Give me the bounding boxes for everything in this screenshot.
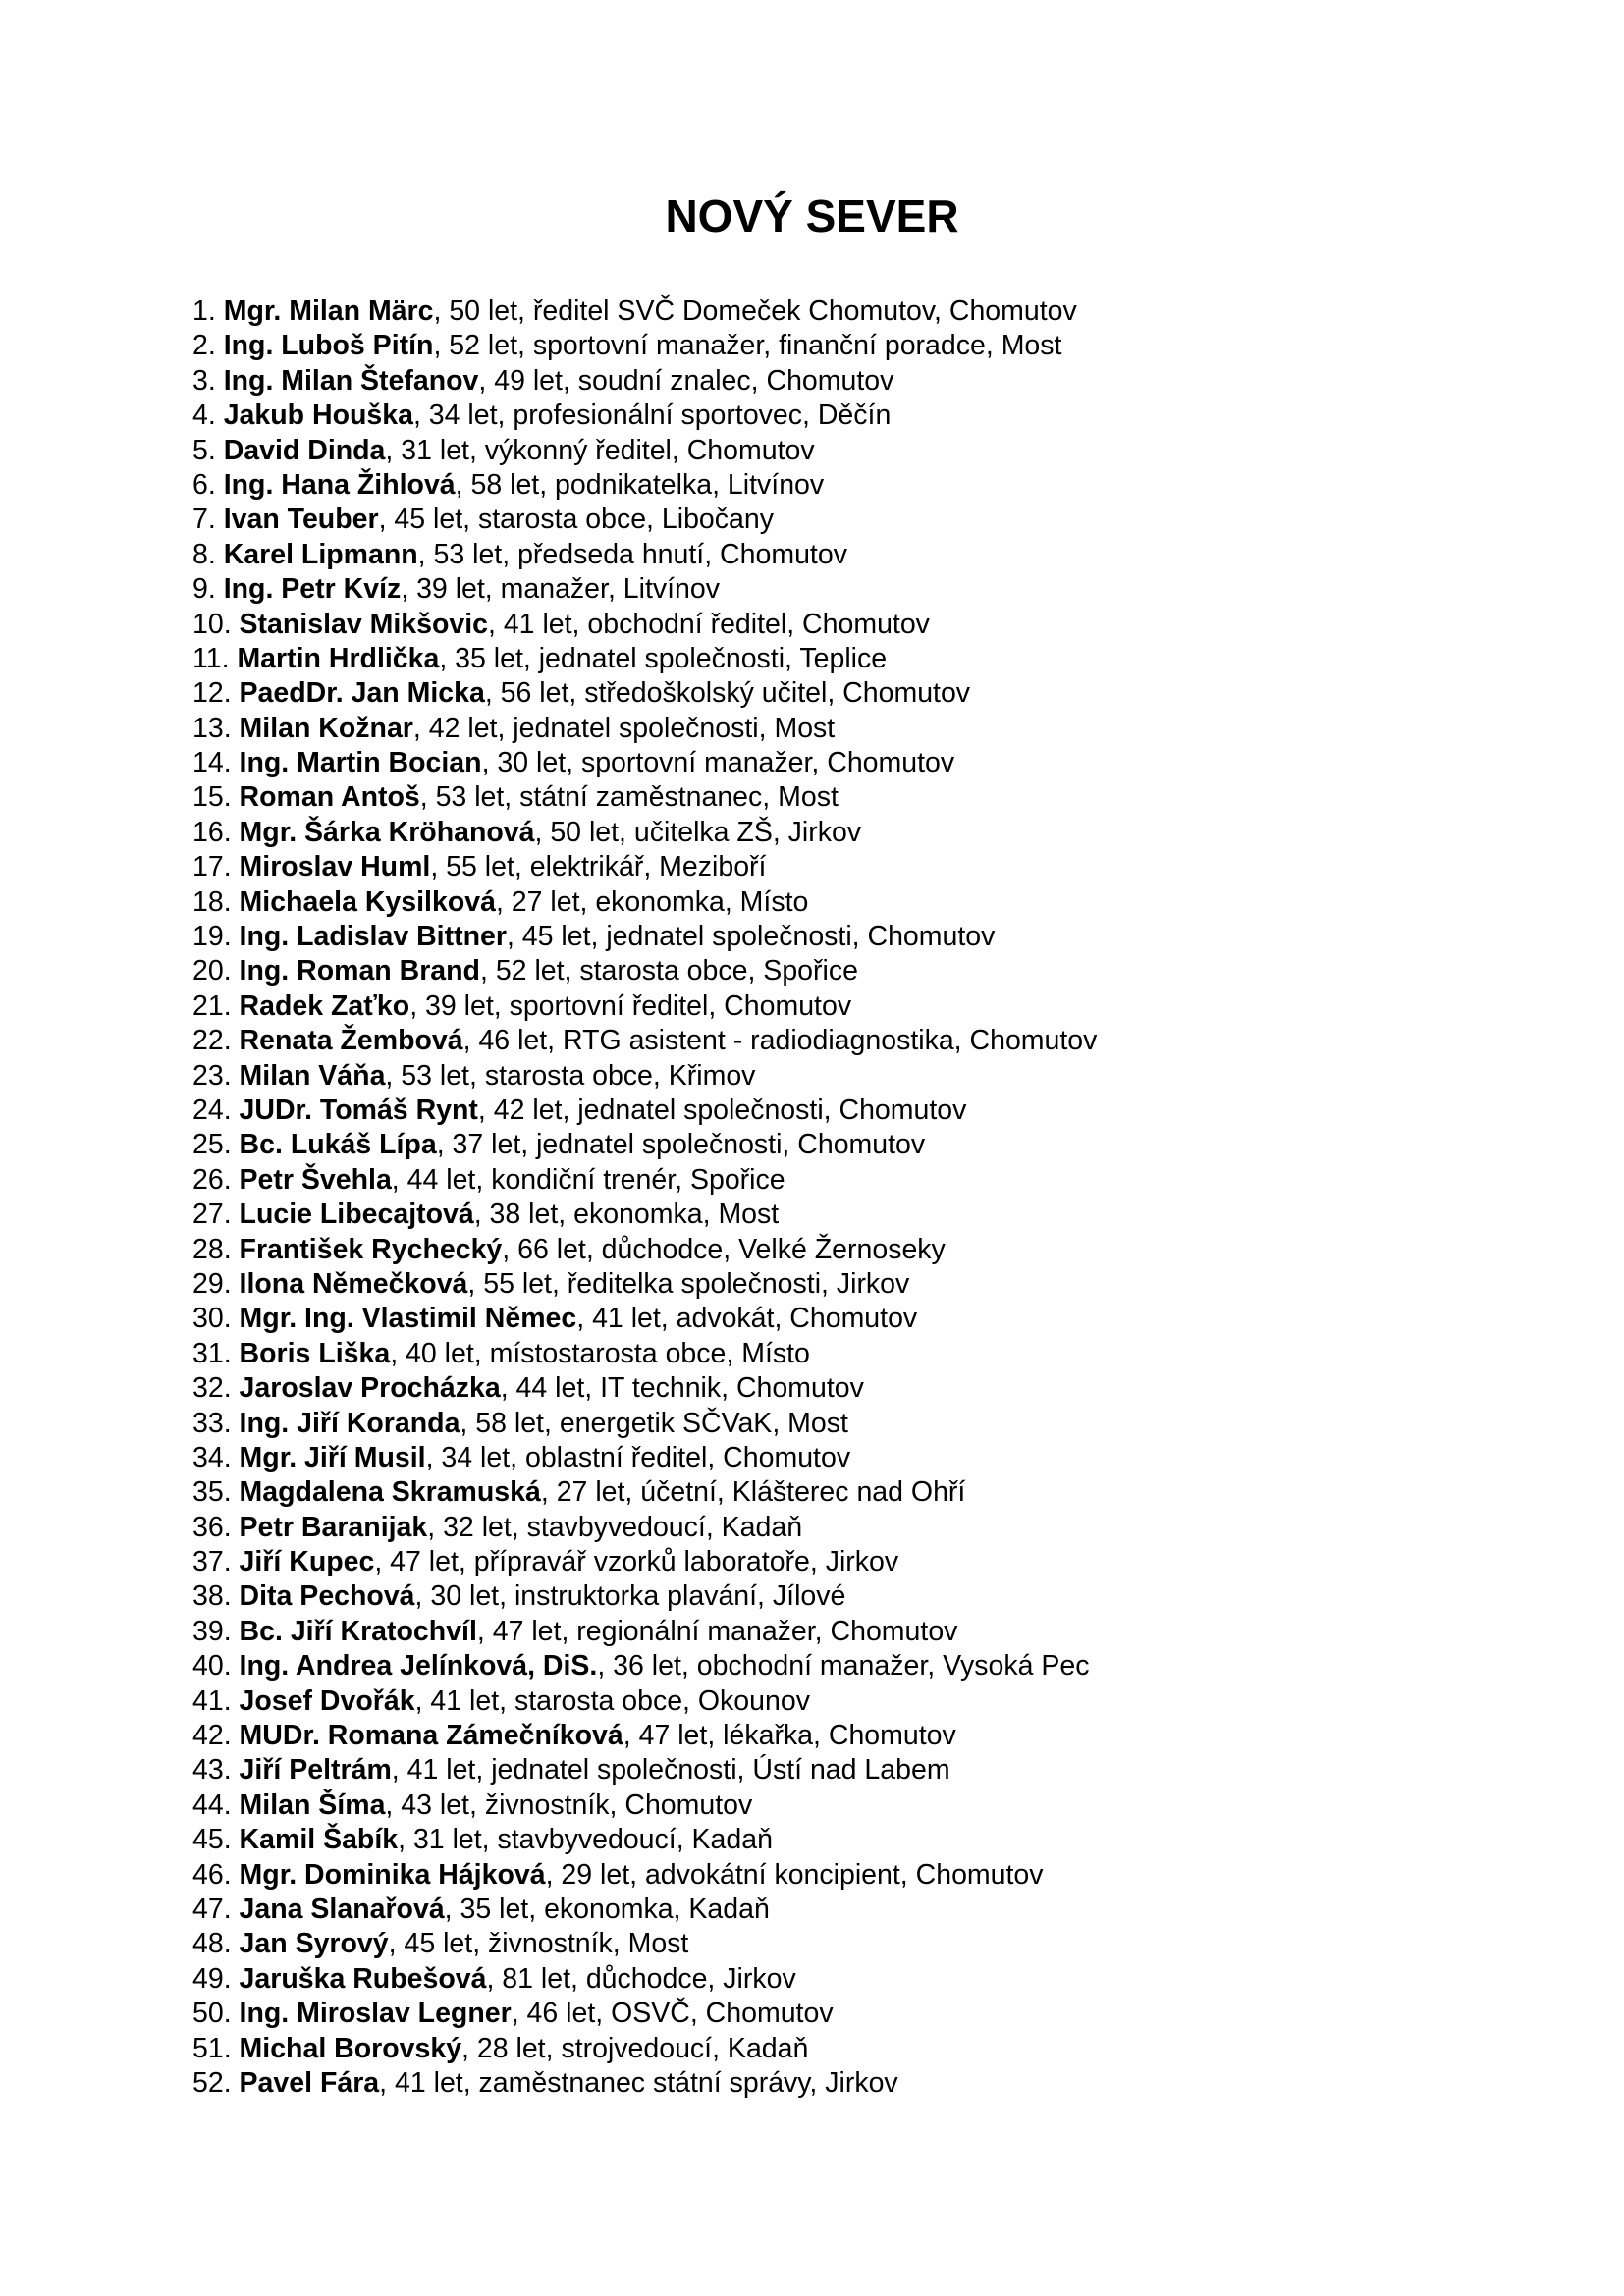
page-title: NOVÝ SEVER	[665, 190, 959, 241]
candidate-name: Milan Kožnar	[239, 712, 413, 744]
candidate-details: , 27 let, ekonomka, Místo	[495, 885, 809, 918]
candidate-name: Bc. Jiří Kratochvíl	[239, 1615, 477, 1647]
candidate-details: , 53 let, předseda hnutí, Chomutov	[417, 538, 847, 570]
list-item	[192, 1441, 1097, 1475]
list-item	[192, 538, 1097, 572]
candidate-number: 41.	[192, 1684, 232, 1717]
candidate-details: , 58 let, energetik SČVaK, Most	[460, 1407, 848, 1439]
candidate-name: Ilona Němečková	[239, 1267, 468, 1300]
candidate-number: 10.	[192, 608, 232, 640]
candidate-name: František Rychecký	[239, 1233, 503, 1265]
list-item	[192, 608, 1097, 642]
candidate-number: 2.	[192, 330, 216, 362]
candidate-number: 20.	[192, 955, 232, 988]
list-item	[192, 1059, 1097, 1094]
candidate-name: Mgr. Dominika Hájková	[239, 1858, 546, 1891]
list-item	[192, 572, 1097, 607]
list-item	[192, 364, 1097, 399]
candidate-number: 21.	[192, 989, 232, 1022]
candidate-details: , 41 let, starosta obce, Okounov	[414, 1684, 810, 1717]
candidate-name: Mgr. Milan Märc	[223, 295, 434, 327]
candidate-details: , 49 let, soudní znalec, Chomutov	[478, 364, 894, 397]
candidate-details: , 30 let, sportovní manažer, Chomutov	[481, 747, 955, 779]
list-item	[192, 1475, 1097, 1510]
list-item	[192, 1163, 1097, 1198]
candidate-details: , 55 let, elektrikář, Meziboří	[430, 851, 767, 883]
candidate-number: 51.	[192, 2032, 232, 2064]
candidate-name: Mgr. Jiří Musil	[239, 1441, 426, 1473]
candidate-list	[192, 294, 1097, 2101]
candidate-number: 32.	[192, 1372, 232, 1405]
candidate-name: Ing. Roman Brand	[239, 955, 480, 988]
candidate-details: , 55 let, ředitelka společnosti, Jirkov	[467, 1267, 910, 1300]
candidate-name: Kamil Šabík	[239, 1824, 399, 1856]
candidate-number: 27.	[192, 1199, 232, 1231]
candidate-details: , 39 let, manažer, Litvínov	[401, 573, 721, 606]
list-item	[192, 1789, 1097, 1823]
list-item	[192, 1302, 1097, 1336]
candidate-details: , 35 let, ekonomka, Kadaň	[444, 1893, 770, 1925]
candidate-number: 36.	[192, 1511, 232, 1543]
list-item	[192, 1823, 1097, 1857]
candidate-number: 5.	[192, 434, 216, 466]
candidate-name: Milan Šíma	[239, 1789, 386, 1821]
list-item	[192, 2032, 1097, 2066]
candidate-number: 17.	[192, 851, 232, 883]
candidate-details: , 28 let, strojvedoucí, Kadaň	[461, 2032, 809, 2064]
candidate-details: , 27 let, účetní, Klášterec nad Ohří	[540, 1476, 966, 1509]
candidate-number: 26.	[192, 1163, 232, 1196]
candidate-number: 8.	[192, 538, 216, 570]
candidate-details: , 41 let, zaměstnanec státní správy, Jirkov	[379, 2066, 898, 2099]
candidate-name: Josef Dvořák	[239, 1684, 415, 1717]
candidate-number: 14.	[192, 747, 232, 779]
candidate-number: 13.	[192, 712, 232, 744]
candidate-details: , 37 let, jednatel společnosti, Chomutov	[436, 1129, 926, 1161]
list-item	[192, 1337, 1097, 1371]
candidate-name: Ing. Miroslav Legner	[239, 1998, 512, 2030]
list-item	[192, 780, 1097, 815]
candidate-name: Magdalena Skramuská	[239, 1476, 541, 1509]
list-item	[192, 885, 1097, 920]
candidate-number: 50.	[192, 1998, 232, 2030]
candidate-name: Bc. Lukáš Lípa	[239, 1129, 437, 1161]
candidate-number: 34.	[192, 1441, 232, 1473]
candidate-name: Ivan Teuber	[223, 504, 379, 536]
candidate-details: , 52 let, starosta obce, Spořice	[479, 955, 858, 988]
candidate-name: MUDr. Romana Zámečníková	[239, 1720, 623, 1752]
candidate-details: , 32 let, stavbyvedoucí, Kadaň	[427, 1511, 803, 1543]
candidate-number: 31.	[192, 1337, 232, 1369]
candidate-number: 1.	[192, 295, 216, 327]
list-item	[192, 1927, 1097, 1961]
list-item	[192, 1719, 1097, 1753]
list-item	[192, 1753, 1097, 1788]
candidate-name: Michal Borovský	[239, 2032, 462, 2064]
candidate-name: David Dinda	[223, 434, 386, 466]
candidate-number: 15.	[192, 781, 232, 814]
candidate-details: , 41 let, obchodní ředitel, Chomutov	[488, 608, 930, 640]
list-item	[192, 712, 1097, 746]
candidate-name: Jakub Houška	[223, 400, 413, 432]
candidate-name: Jaroslav Procházka	[239, 1372, 501, 1405]
candidate-number: 44.	[192, 1789, 232, 1821]
candidate-number: 42.	[192, 1720, 232, 1752]
list-item	[192, 1511, 1097, 1545]
candidate-number: 29.	[192, 1267, 232, 1300]
candidate-number: 52.	[192, 2066, 232, 2099]
list-item	[192, 434, 1097, 468]
candidate-name: Ing. Martin Bocian	[239, 747, 482, 779]
candidate-name: Petr Baranijak	[239, 1511, 428, 1543]
candidate-name: Mgr. Šárka Kröhanová	[239, 816, 535, 848]
candidate-number: 33.	[192, 1407, 232, 1439]
candidate-details: , 42 let, jednatel společnosti, Most	[412, 712, 836, 744]
list-item	[192, 920, 1097, 954]
candidate-details: , 53 let, starosta obce, Křimov	[385, 1059, 756, 1092]
candidate-details: , 30 let, instruktorka plavání, Jílové	[414, 1580, 846, 1613]
candidate-number: 39.	[192, 1615, 232, 1647]
candidate-name: Miroslav Huml	[239, 851, 431, 883]
list-item	[192, 1579, 1097, 1614]
candidate-number: 24.	[192, 1094, 232, 1126]
candidate-details: , 52 let, sportovní manažer, finanční poradce, Most	[433, 330, 1062, 362]
candidate-number: 6.	[192, 468, 216, 501]
candidate-details: , 38 let, ekonomka, Most	[473, 1199, 780, 1231]
candidate-name: Radek Zaťko	[239, 989, 410, 1022]
candidate-name: Ing. Luboš Pitín	[223, 330, 434, 362]
list-item	[192, 399, 1097, 433]
list-item	[192, 1407, 1097, 1441]
list-item	[192, 294, 1097, 329]
list-item	[192, 1545, 1097, 1579]
candidate-details: , 47 let, přípravář vzorků laboratoře, Jirkov	[374, 1546, 899, 1578]
candidate-details: , 81 let, důchodce, Jirkov	[486, 1962, 796, 1995]
candidate-number: 43.	[192, 1754, 232, 1787]
candidate-number: 19.	[192, 921, 232, 953]
candidate-name: Dita Pechová	[239, 1580, 415, 1613]
list-item	[192, 816, 1097, 850]
list-item	[192, 1649, 1097, 1683]
candidate-number: 35.	[192, 1476, 232, 1509]
candidate-number: 12.	[192, 677, 232, 710]
list-item	[192, 1128, 1097, 1162]
candidate-number: 11.	[192, 642, 230, 674]
candidate-number: 28.	[192, 1233, 232, 1265]
candidate-name: Renata Žembová	[239, 1025, 463, 1057]
candidate-details: , 53 let, státní zaměstnanec, Most	[419, 781, 839, 814]
list-item	[192, 1684, 1097, 1719]
candidate-details: , 31 let, stavbyvedoucí, Kadaň	[398, 1824, 773, 1856]
list-item	[192, 1893, 1097, 1927]
candidate-number: 3.	[192, 364, 216, 397]
candidate-name: Ing. Petr Kvíz	[223, 573, 402, 606]
candidate-name: Lucie Libecajtová	[239, 1199, 474, 1231]
candidate-details: , 44 let, IT technik, Chomutov	[500, 1372, 864, 1405]
candidate-name: Jiří Peltrám	[239, 1754, 392, 1787]
candidate-details: , 43 let, živnostník, Chomutov	[385, 1789, 753, 1821]
candidate-name: Ing. Hana Žihlová	[223, 468, 456, 501]
candidate-name: Mgr. Ing. Vlastimil Němec	[239, 1303, 577, 1335]
candidate-details: , 34 let, oblastní ředitel, Chomutov	[425, 1441, 851, 1473]
candidate-details: , 58 let, podnikatelka, Litvínov	[455, 468, 825, 501]
candidate-number: 7.	[192, 504, 216, 536]
candidate-number: 46.	[192, 1858, 232, 1891]
candidate-details: , 50 let, ředitel SVČ Domeček Chomutov, Chomutov	[433, 295, 1077, 327]
list-item	[192, 1371, 1097, 1406]
list-item	[192, 1615, 1097, 1649]
candidate-number: 22.	[192, 1025, 232, 1057]
list-item	[192, 1094, 1097, 1128]
candidate-details: , 36 let, obchodní manažer, Vysoká Pec	[597, 1650, 1090, 1682]
candidate-details: , 66 let, důchodce, Velké Žernoseky	[502, 1233, 946, 1265]
candidate-name: Martin Hrdlička	[237, 642, 440, 674]
candidate-number: 4.	[192, 400, 216, 432]
candidate-name: Michaela Kysilková	[239, 885, 496, 918]
candidate-name: Roman Antoš	[239, 781, 420, 814]
candidate-number: 9.	[192, 573, 216, 606]
list-item	[192, 1858, 1097, 1893]
list-item	[192, 1962, 1097, 1997]
candidate-number: 30.	[192, 1303, 232, 1335]
candidate-details: , 40 let, místostarosta obce, Místo	[390, 1337, 810, 1369]
list-item	[192, 676, 1097, 711]
list-item	[192, 1267, 1097, 1302]
candidate-number: 47.	[192, 1893, 232, 1925]
candidate-details: , 44 let, kondiční trenér, Spořice	[391, 1163, 785, 1196]
candidate-number: 38.	[192, 1580, 232, 1613]
candidate-name: PaedDr. Jan Micka	[239, 677, 485, 710]
list-item	[192, 850, 1097, 884]
list-item	[192, 1024, 1097, 1058]
candidate-name: Ing. Milan Štefanov	[223, 364, 479, 397]
candidate-number: 25.	[192, 1129, 232, 1161]
list-item	[192, 2066, 1097, 2101]
list-item	[192, 1997, 1097, 2031]
candidate-name: Jiří Kupec	[239, 1546, 375, 1578]
candidate-details: , 41 let, advokát, Chomutov	[576, 1303, 918, 1335]
candidate-details: , 31 let, výkonný ředitel, Chomutov	[385, 434, 815, 466]
candidate-name: Boris Liška	[239, 1337, 391, 1369]
candidate-details: , 42 let, jednatel společnosti, Chomutov	[477, 1094, 967, 1126]
candidate-name: Ing. Ladislav Bittner	[239, 921, 507, 953]
list-item	[192, 1198, 1097, 1232]
candidate-details: , 46 let, OSVČ, Chomutov	[511, 1998, 834, 2030]
list-item	[192, 1233, 1097, 1267]
candidate-name: Petr Švehla	[239, 1163, 392, 1196]
candidate-name: Jan Syrový	[239, 1928, 389, 1960]
candidate-details: , 47 let, regionální manažer, Chomutov	[476, 1615, 958, 1647]
candidate-details: , 46 let, RTG asistent - radiodiagnostika, Chomutov	[462, 1025, 1098, 1057]
candidate-number: 48.	[192, 1928, 232, 1960]
candidate-details: , 45 let, jednatel společnosti, Chomutov	[506, 921, 996, 953]
candidate-details: , 29 let, advokátní koncipient, Chomutov	[545, 1858, 1044, 1891]
candidate-number: 45.	[192, 1824, 232, 1856]
candidate-name: Ing. Andrea Jelínková, DiS.	[239, 1650, 598, 1682]
candidate-name: Stanislav Mikšovic	[239, 608, 488, 640]
candidate-name: Ing. Jiří Koranda	[239, 1407, 460, 1439]
list-item	[192, 642, 1097, 676]
list-item	[192, 503, 1097, 537]
candidate-details: , 35 let, jednatel společnosti, Teplice	[439, 642, 888, 674]
candidate-number: 37.	[192, 1546, 232, 1578]
candidate-details: , 50 let, učitelka ZŠ, Jirkov	[534, 816, 862, 848]
list-item	[192, 329, 1097, 363]
candidate-name: Karel Lipmann	[223, 538, 418, 570]
candidate-name: Jaruška Rubešová	[239, 1962, 487, 1995]
candidate-name: JUDr. Tomáš Rynt	[239, 1094, 478, 1126]
candidate-number: 49.	[192, 1962, 232, 1995]
candidate-number: 16.	[192, 816, 232, 848]
candidate-details: , 45 let, starosta obce, Libočany	[378, 504, 774, 536]
candidate-name: Pavel Fára	[239, 2066, 380, 2099]
list-item	[192, 989, 1097, 1024]
list-item	[192, 746, 1097, 780]
candidate-name: Milan Váňa	[239, 1059, 386, 1092]
candidate-number: 18.	[192, 885, 232, 918]
candidate-number: 23.	[192, 1059, 232, 1092]
candidate-details: , 47 let, lékařka, Chomutov	[623, 1720, 956, 1752]
candidate-details: , 39 let, sportovní ředitel, Chomutov	[409, 989, 852, 1022]
candidate-details: , 45 let, živnostník, Most	[388, 1928, 689, 1960]
list-item	[192, 954, 1097, 988]
candidate-details: , 41 let, jednatel společnosti, Ústí nad Labem	[391, 1754, 950, 1787]
candidate-name: Jana Slanařová	[239, 1893, 445, 1925]
candidate-details: , 56 let, středoškolský učitel, Chomutov	[484, 677, 971, 710]
candidate-details: , 34 let, profesionální sportovec, Děčín	[412, 400, 892, 432]
candidate-number: 40.	[192, 1650, 232, 1682]
list-item	[192, 468, 1097, 503]
